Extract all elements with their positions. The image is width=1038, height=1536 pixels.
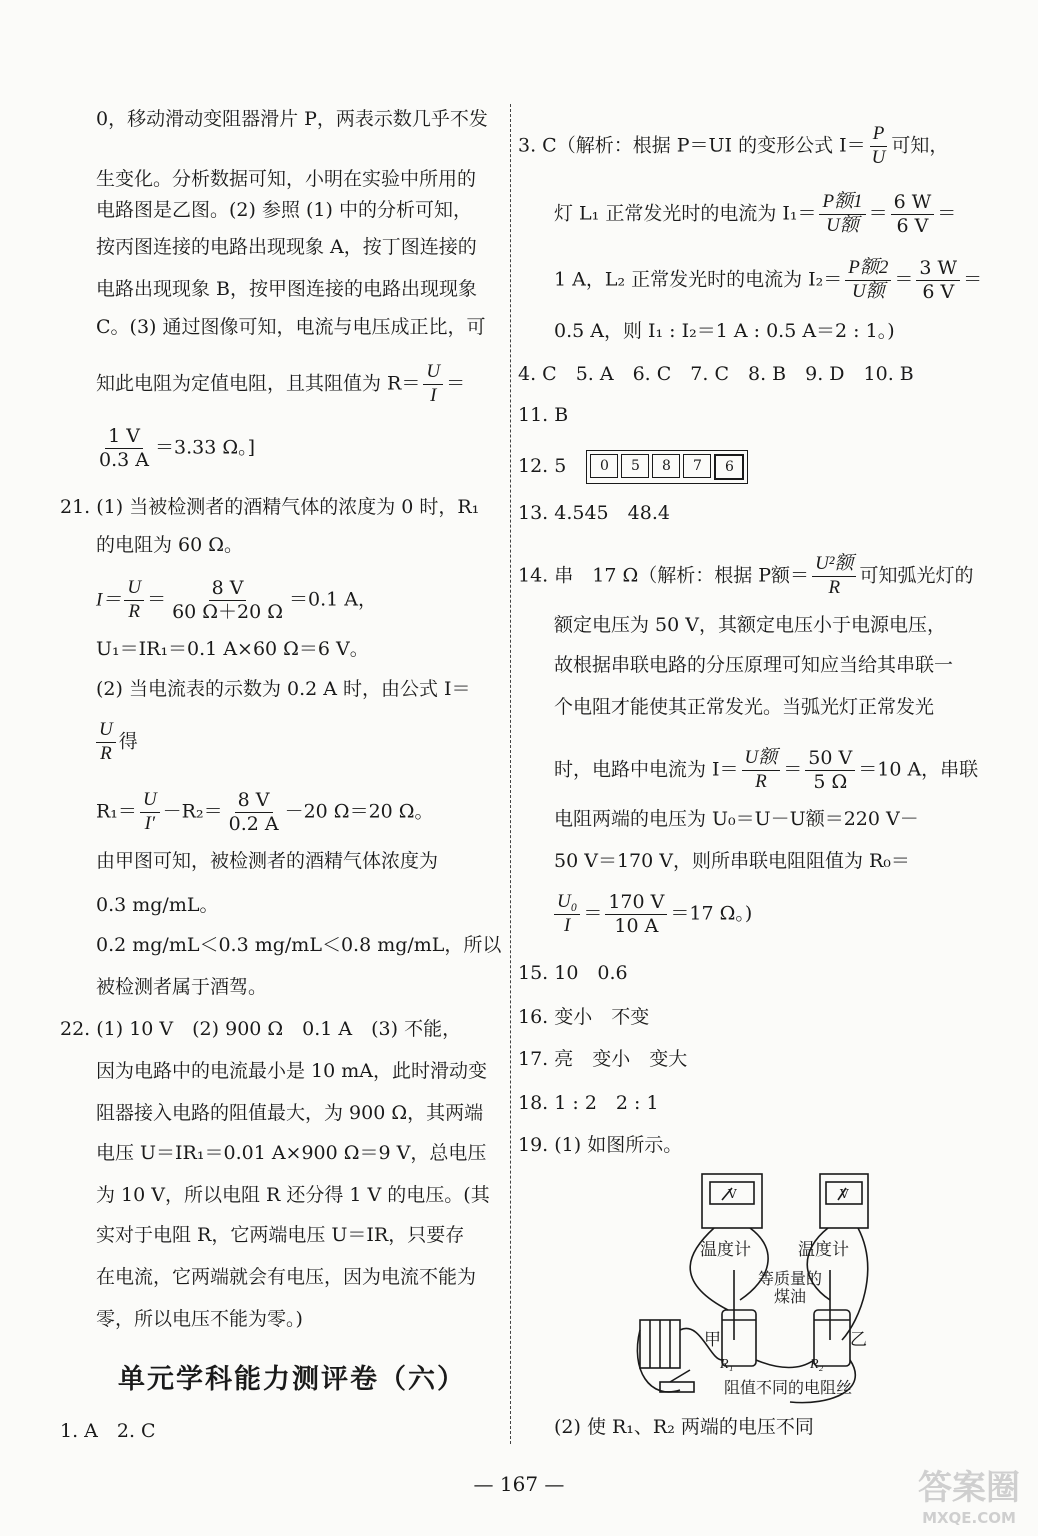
q14-line-3: 故根据串联电路的分压原理可知应当给其串联一 <box>554 654 954 676</box>
dial-digit: 5 <box>621 454 649 478</box>
q3-line-2: 灯 L₁ 正常发光时的电流为 I₁＝ $\frac{\text{P额1}}{\text{U额}}$ ＝ $\frac{6 W}{6 V}$ ＝ <box>554 191 957 237</box>
q20-line-7: 知此电阻为定值电阻，且其阻值为 R＝ $\frac{U}{I}$ ＝ <box>96 361 466 406</box>
dial-digit: 8 <box>652 454 680 478</box>
q20-line-1: 0，移动滑动变阻器滑片 P，两表示数几乎不发 <box>96 108 488 130</box>
thermometer-left-label: 温度计 <box>700 1240 751 1260</box>
q21-fraction-8v-over-sum: $\frac{8 V}{60 \Omega+20 \Omega}$ <box>172 577 284 623</box>
q20-line-6: C。(3) 通过图像可知，电流与电压成正比，可 <box>96 316 486 338</box>
answer-11: 11. B <box>518 404 569 426</box>
q20-fraction-1v-over-03a: $\frac{1 V}{0.3 A}$ <box>99 425 149 471</box>
q20-line-7-text: 知此电阻为定值电阻，且其阻值为 R＝ <box>96 372 421 395</box>
q20-fraction-u-over-i: $\frac{U}{I}$ <box>423 362 443 407</box>
dial-digit: 0 <box>590 454 618 478</box>
q21-line-2: 的电阻为 60 Ω。 <box>96 534 244 556</box>
q21-line-6: $\frac{U}{R}$ 得 <box>96 720 138 765</box>
answer-12: 12. 5 0 5 8 7 6 <box>518 450 748 484</box>
oil-label: 等质量的煤油 <box>758 1269 823 1306</box>
q14-line-7: 50 V＝170 V，则所串联电阻阻值为 R₀＝ <box>554 850 910 872</box>
q22-line-2: 因为电路中的电流最小是 10 mA，此时滑动变 <box>96 1060 487 1082</box>
r1-label: R₁ <box>720 1357 734 1372</box>
q21-line-7: R₁＝ $\frac{U}{I'}$ －R₂＝ $\frac{8 V}{0.2 A}$ －20 Ω＝20 Ω。 <box>96 789 434 835</box>
q21-line-11: 被检测者属于酒驾。 <box>96 976 268 998</box>
q20-line-4: 按丙图连接的电路出现现象 A，按丁图连接的 <box>96 236 477 258</box>
q21-line-3: I＝ $\frac{U}{R}$ ＝ $\frac{8 V}{60 \Omega+20 \Omega}$ ＝0.1 A， <box>96 577 378 623</box>
q22-line-3: 阻器接入电路的阻值最大，为 900 Ω，其两端 <box>96 1102 484 1124</box>
thermometer-right-label: 温度计 <box>798 1240 849 1260</box>
answer-16: 16. 变小 不变 <box>518 1006 650 1028</box>
q20-line-8: $\frac{1 V}{0.3 A}$ ＝3.33 Ω。] <box>96 426 255 471</box>
q14-fraction-170v-over-10a: $\frac{170 V}{10 A}$ <box>605 892 667 937</box>
q22-line-6: 实对于电阻 R，它两端电压 U＝IR，只要存 <box>96 1224 465 1246</box>
q21-fraction-8v-over-02a: $\frac{8 V}{0.2 A}$ <box>228 789 279 835</box>
r2-label: R₂ <box>810 1357 824 1372</box>
section-heading: 单元学科能力测评卷（六） <box>118 1364 466 1395</box>
q3-fraction-3w-over-6v: $\frac{3 W}{6 V}$ <box>916 258 960 303</box>
answer-19-1: 19. (1) 如图所示。 <box>518 1134 683 1156</box>
q3-line-1: 3. C（解析：根据 P＝UI 的变形公式 I＝ $\frac{P}{U}$ 可知， <box>518 123 949 168</box>
q20-line-2: 生变化。分析数据可知，小明在实验中所用的 <box>96 168 477 190</box>
answer-18: 18. 1 : 2 2 : 1 <box>518 1092 659 1114</box>
meter-left-symbol: V <box>728 1187 737 1201</box>
q21-line-5: (2) 当电流表的示数为 0.2 A 时，由公式 I＝ <box>96 678 471 700</box>
watermark <box>918 1460 1020 1527</box>
answer-15: 15. 10 0.6 <box>518 962 628 984</box>
page-number: — 167 — <box>473 1472 565 1496</box>
q3-line-4: 0.5 A，则 I₁ : I₂＝1 A : 0.5 A＝2 : 1。) <box>554 320 895 342</box>
answer-13: 13. 4.545 48.4 <box>518 502 670 524</box>
q21-fraction-u-over-r: $\frac{U}{R}$ <box>124 578 144 623</box>
q3-fraction-6w-over-6v: $\frac{6 W}{6 V}$ <box>891 192 935 237</box>
q14-fraction-50v-over-5ohm: $\frac{50 V}{5 \Omega}$ <box>805 748 855 793</box>
q3-fraction-p2-over-u: $\frac{\text{P额2}}{\text{U额}}$ <box>845 258 891 303</box>
answers-1-2: 1. A 2. C <box>60 1420 156 1442</box>
q22-line-8: 零，所以电压不能为零。) <box>96 1308 303 1330</box>
column-divider <box>510 104 511 1444</box>
q14-fraction-u-over-r: $\frac{\text{U额}}{R}$ <box>742 748 781 793</box>
q3-fraction-p-over-u: $\frac{P}{U}$ <box>871 123 886 168</box>
q14-line-5: 时，电路中电流为 I＝ $\frac{\text{U额}}{R}$ ＝ $\frac{50 V}{5 \Omega}$ ＝10 A，串联 <box>554 747 979 793</box>
resistance-box-dial <box>586 450 748 484</box>
answers-4-10: 4. C 5. A 6. C 7. C 8. B 9. D 10. B <box>518 363 914 385</box>
q14-line-2: 额定电压为 50 V，其额定电压小于电源电压， <box>554 614 946 636</box>
q21-line-10: 0.2 mg/mL＜0.3 mg/mL＜0.8 mg/mL，所以 <box>96 934 502 956</box>
q22-line-4: 电压 U＝IR₁＝0.01 A×900 Ω＝9 V，总电压 <box>96 1142 487 1164</box>
answer-17: 17. 亮 变小 变大 <box>518 1048 688 1070</box>
q14-line-6: 电阻两端的电压为 U₀＝U－U额＝220 V－ <box>554 808 919 830</box>
q14-fraction-u2-over-r: $\frac{\text{U²额}}{R}$ <box>812 554 856 599</box>
dial-digit: 7 <box>683 454 711 478</box>
watermark-url: MXQE.COM <box>922 1509 1016 1527</box>
q22-line-1: 22. (1) 10 V (2) 900 Ω 0.1 A (3) 不能， <box>60 1018 462 1040</box>
q22-line-5: 为 10 V，所以电阻 R 还分得 1 V 的电压。(其 <box>96 1184 490 1206</box>
q21-fraction-u-over-iprime: $\frac{U}{I'}$ <box>140 790 160 835</box>
q21-fraction-u-over-r-2: $\frac{U}{R}$ <box>96 720 116 765</box>
watermark-logo-text: 答案圈 <box>918 1468 1020 1508</box>
circuit-diagram <box>630 1170 870 1410</box>
q3-fraction-p1-over-u: $\frac{\text{P额1}}{\text{U额}}$ <box>819 192 865 237</box>
q22-line-7: 在电流，它两端就会有电压，因为电流不能为 <box>96 1266 477 1288</box>
q14-fraction-u0-over-i: $\frac{\text{U₀}}{I}$ <box>554 892 580 937</box>
q21-line-8: 由甲图可知，被检测者的酒精气体浓度为 <box>96 850 439 872</box>
jar-left-label: 甲 <box>704 1330 721 1350</box>
q21-line-1: 21. (1) 当被检测者的酒精气体的浓度为 0 时，R₁ <box>60 496 480 518</box>
q20-line-3: 电路图是乙图。(2) 参照 (1) 中的分析可知， <box>96 199 472 221</box>
q21-line-9: 0.3 mg/mL。 <box>96 894 219 916</box>
meter-right-symbol: V <box>840 1187 849 1201</box>
q3-line-3: 1 A，L₂ 正常发光时的电流为 I₂＝ $\frac{\text{P额2}}{\text{U额}}$ ＝ $\frac{3 W}{6 V}$ ＝ <box>554 257 983 303</box>
jar-right-label: 乙 <box>850 1330 867 1350</box>
answer-19-2: (2) 使 R₁、R₂ 两端的电压不同 <box>554 1416 814 1438</box>
dial-digit: 6 <box>714 454 744 480</box>
q14-line-4: 个电阻才能使其正常发光。当弧光灯正常发光 <box>554 696 935 718</box>
q14-line-8: $\frac{\text{U₀}}{I}$ ＝ $\frac{170 V}{10 A}$ ＝17 Ω。) <box>554 892 752 937</box>
wire-label: 阻值不同的电阻丝 <box>724 1378 853 1397</box>
q14-line-1: 14. 串 17 Ω（解析：根据 P额＝ $\frac{\text{U²额}}{R}$ 可知弧光灯的 <box>518 553 974 598</box>
q21-line-4: U₁＝IR₁＝0.1 A×60 Ω＝6 V。 <box>96 638 369 660</box>
q20-line-5: 电路出现现象 B，按甲图连接的电路出现现象 <box>96 278 478 300</box>
circuit-figure <box>630 1170 870 1415</box>
